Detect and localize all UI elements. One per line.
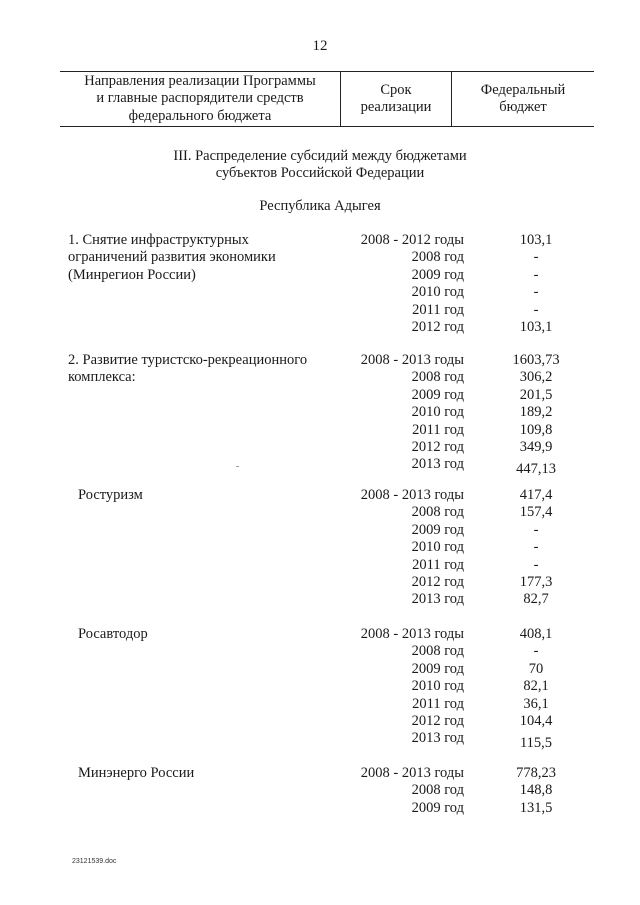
table-row: 2010 год 82,1 [411, 678, 549, 695]
block-label: 1. Снятие инфраструктурных ограничений развития экономики (Минрегион России) [68, 232, 276, 283]
file-name-footer: 23121539.doc [72, 858, 117, 865]
funding-rows [340, 626, 600, 752]
table-row: 2011 год - [412, 301, 539, 318]
table-row: 2008 - 2013 годы 408,1 [360, 626, 553, 642]
table-row: 2012 год 349,9 [411, 438, 553, 455]
header-directions: Направления реализации Программы и главные распорядители средств федерального бюджета [84, 72, 316, 124]
table-row: 2009 год 70 [411, 660, 544, 677]
table-row: 2013 год 447,13 [411, 456, 556, 478]
funding-rows [340, 232, 600, 336]
table-row: 2009 год 131,5 [411, 799, 553, 816]
table-row: 2009 год - [411, 266, 539, 283]
block-label: Минэнерго России [78, 765, 195, 781]
header-period: Срок реализации [340, 72, 452, 126]
funding-rows [340, 352, 600, 478]
table-row: 2009 год - [411, 521, 539, 538]
table-row: 2010 год - [411, 284, 539, 301]
table-row: 2008 год 157,4 [411, 504, 553, 521]
table-header [60, 71, 594, 127]
table-row: 2010 год - [411, 539, 539, 556]
table-row: 2011 год 109,8 [412, 421, 553, 438]
table-row: 2008 - 2013 годы 1603,73 [360, 352, 560, 368]
table-row: 2013 год 115,5 [411, 730, 553, 752]
block-label: Ростуризм [78, 487, 143, 503]
table-row: 2008 год - [411, 643, 539, 660]
table-row: 2010 год 189,2 [411, 404, 553, 421]
table-row: 2011 год - [412, 556, 539, 573]
funding-rows [340, 487, 600, 609]
table-row: 2008 - 2012 годы 103,1 [360, 232, 553, 248]
table-row: 2012 год 104,4 [411, 712, 553, 729]
table-row: 2008 год - [411, 249, 539, 266]
block-label: 2. Развитие туристско-рекреационного комплекса: [68, 352, 308, 386]
page-number: 12 [312, 38, 328, 54]
table-row: 2009 год 201,5 [411, 386, 553, 403]
funding-rows [340, 765, 600, 817]
region-title: Республика Адыгея [259, 198, 381, 214]
table-row: 2008 - 2013 годы 417,4 [360, 487, 553, 503]
table-row: 2008 - 2013 годы 778,23 [360, 765, 556, 781]
table-row: 2013 год 82,7 [411, 591, 549, 608]
section-title: III. Распределение субсидий между бюджетами субъектов Российской Федерации [173, 148, 467, 182]
block-label: Росавтодор [78, 626, 148, 642]
table-row: 2011 год 36,1 [412, 695, 549, 712]
table-row: 2008 год 306,2 [411, 369, 553, 386]
table-row: 2012 год 103,1 [411, 318, 553, 335]
table-row: 2008 год 148,8 [411, 782, 553, 799]
table-row: 2012 год 177,3 [411, 573, 553, 590]
scan-artifact [236, 466, 239, 467]
header-federal-budget: Федеральный бюджет [480, 81, 566, 115]
